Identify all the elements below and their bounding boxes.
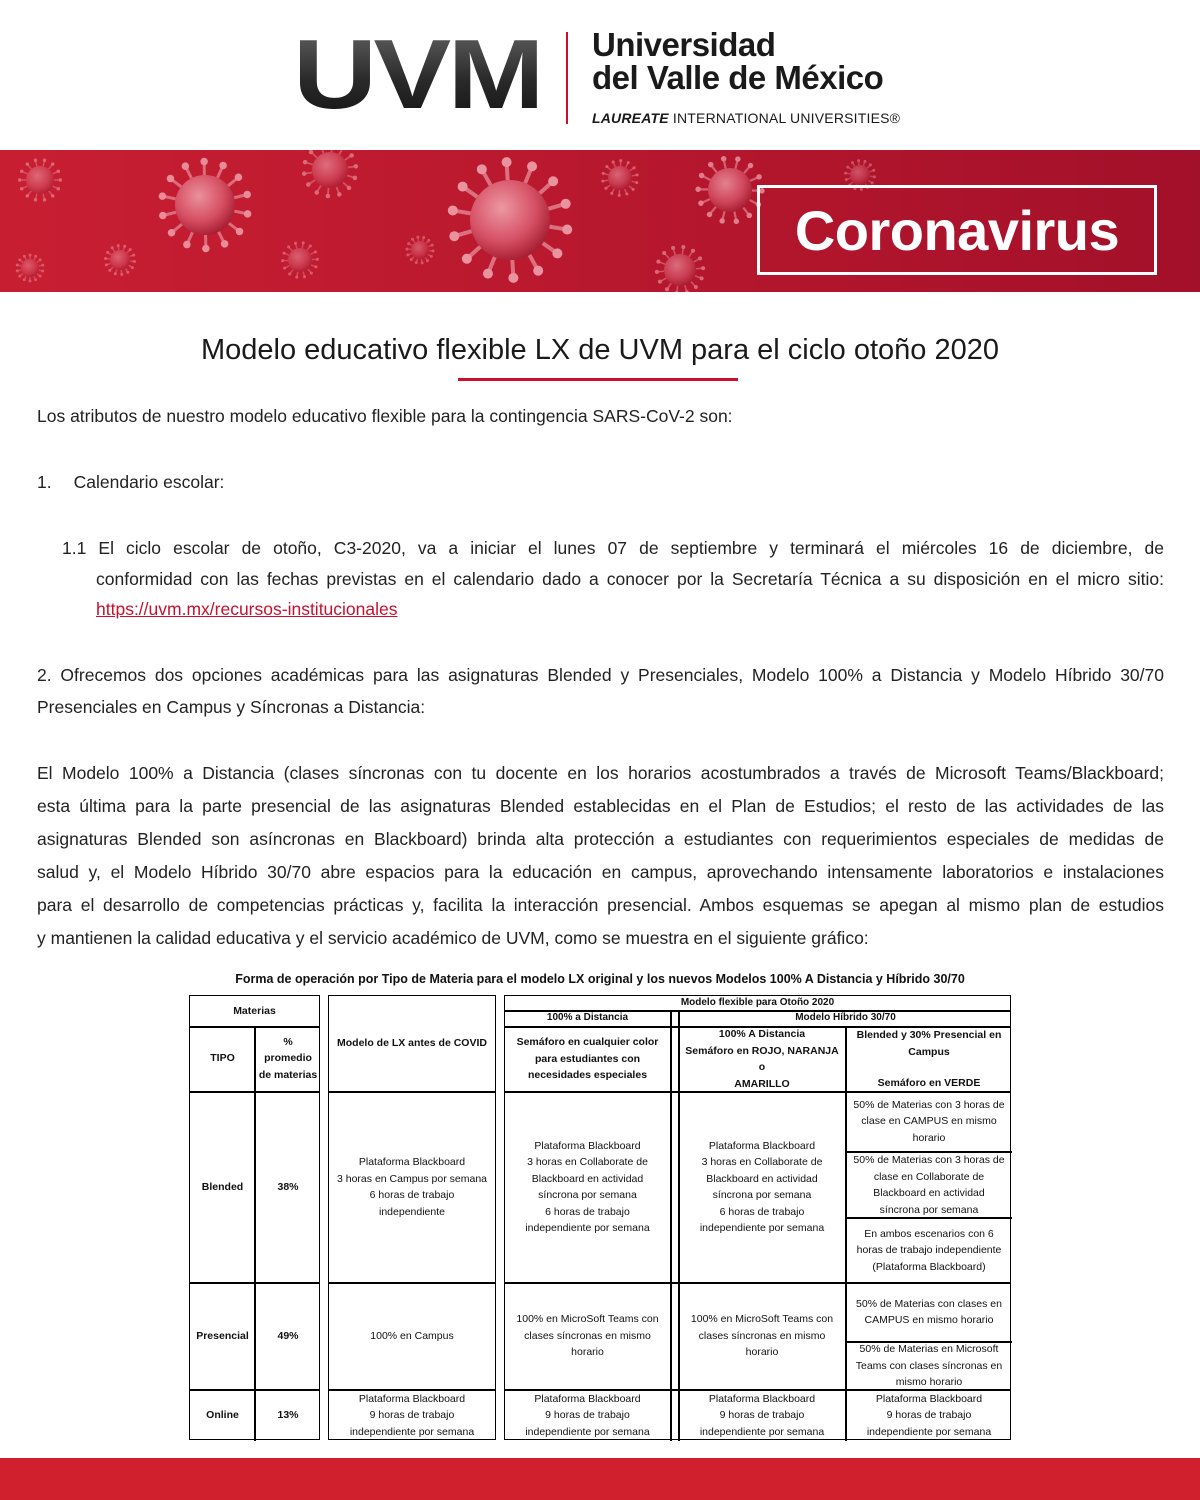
coronavirus-banner <box>0 150 1200 292</box>
laureate-network <box>592 110 900 126</box>
lx-online: Plataforma Blackboard 9 horas de trabajo independiente por semana <box>349 1392 475 1438</box>
pct-presencial: 49% <box>277 1329 299 1342</box>
hybrid-blended-presencial-campus: 50% de Materias con clases en CAMPUS en mismo horario <box>856 1297 1002 1326</box>
list-item-1-1-line-1: 1.1 El ciclo escolar de otoño, C3-2020, va a iniciar el lunes 07 de septiembre y terminará el miércoles 16 de diciembre, de <box>62 538 1164 558</box>
body-paragraph-line-3: asignaturas Blended son asíncronas en Blackboard) brinda alta protección a estudiantes con requerimientos especiales de medidas de <box>37 829 1164 849</box>
list-item-1 <box>37 466 1164 499</box>
body-paragraph-line-5: para el desarrollo de competencias prácticas y, facilita la interacción presencial. Ambos esquemas se apegan al mismo plan de estudios <box>37 895 1164 915</box>
lx-header: Modelo de LX antes de COVID <box>337 1037 487 1050</box>
hybrid-blended-header: Blended y 30% Presencial en Campus Semáforo en VERDE <box>856 1029 1002 1089</box>
tipo-blended: Blended <box>201 1180 244 1193</box>
hybrid-distance-online: Plataforma Blackboard 9 horas de trabajo independiente por semana <box>699 1392 825 1438</box>
tipo-header: TIPO <box>210 1052 235 1065</box>
distance-group-header: 100% a Distancia <box>546 1012 629 1024</box>
flexible-model-table <box>504 995 1011 1440</box>
body-paragraph-line-1: El Modelo 100% a Distancia (clases síncronas con tu docente en los horarios acostumbrados a través de Microsoft Teams/Blackboard; <box>37 763 1164 783</box>
body-paragraph-line-4: salud y, el Modelo Híbrido 30/70 abre espacios para la educación en campus, aprovechando intensamente laboratorios e instalaciones <box>37 862 1164 882</box>
recursos-institucionales-link[interactable]: https://uvm.mx/recursos-institucionales <box>96 599 398 619</box>
list-item-2-line-2: Presenciales en Campus y Síncronas a Distancia: <box>37 697 426 717</box>
document-title: Modelo educativo flexible LX de UVM para el ciclo otoño 2020 <box>201 334 999 366</box>
hybrid-distance-blended: Plataforma Blackboard 3 horas en Collaborate de Blackboard en actividad síncrona por semana 6 horas de trabajo independiente por semana <box>699 1139 825 1234</box>
tipo-online: Online <box>206 1409 239 1422</box>
university-name-line-2: del Valle de México <box>592 59 884 96</box>
laureate-bold: LAUREATE <box>592 110 669 126</box>
materias-table <box>189 995 320 1440</box>
hybrid-distance-presencial: 100% en MicroSoft Teams con clases síncronas en mismo horario <box>690 1313 834 1359</box>
banner-title-box <box>757 185 1157 275</box>
hybrid-blended-online: Plataforma Blackboard 9 horas de trabajo independiente por semana <box>866 1392 992 1438</box>
title-underline <box>458 378 738 381</box>
intro-text: Los atributos de nuestro modelo educativo flexible para la contingencia SARS-CoV-2 son: <box>37 406 733 426</box>
list-item-1-number: 1. <box>37 472 52 492</box>
hybrid-group-header: Modelo Híbrido 30/70 <box>795 1012 896 1024</box>
hybrid-distance-header: 100% A Distancia Semáforo en ROJO, NARANJA o AMARILLO <box>685 1028 839 1090</box>
body-paragraph-line-2: esta última para la parte presencial de las asignaturas Blended establecidas en el Plan de Estudios; el resto de las actividades de las <box>37 796 1164 816</box>
lx-table <box>328 995 496 1440</box>
university-name <box>592 28 883 94</box>
page-header <box>0 0 1200 150</box>
materias-header: Materias <box>233 1004 276 1017</box>
list-item-1-1-line-2: conformidad con las fechas previstas en el calendario dado a conocer por la Secretaría Técnica a su disposición en el micro sitio: <box>96 569 1164 589</box>
hybrid-blended-presencial-teams: 50% de Materias en Microsoft Teams con clases síncronas en mismo horario <box>855 1343 1003 1389</box>
hybrid-blended-blended-collaborate: 50% de Materias con 3 horas de clase en Collaborate de Blackboard en actividad síncrona por semana <box>853 1154 1005 1216</box>
pct-blended: 38% <box>277 1180 299 1193</box>
body-paragraph-line-6: y mantienen la calidad educativa y el servicio académico de UVM, como se muestra en el siguiente gráfico: <box>37 928 869 948</box>
distance-sub-header: Semáforo en cualquier color para estudiantes con necesidades especiales <box>516 1036 659 1082</box>
uvm-logo <box>293 30 543 120</box>
logo-divider <box>566 32 568 124</box>
tipo-presencial: Presencial <box>196 1329 249 1342</box>
distance-presencial: 100% en MicroSoft Teams con clases síncronas en mismo horario <box>516 1313 659 1359</box>
pct-header: % promedio de materias <box>258 1035 318 1081</box>
lx-presencial: 100% en Campus <box>370 1329 454 1342</box>
list-item-1-label: Calendario escolar: <box>73 472 225 492</box>
hybrid-blended-blended-independent: En ambos escenarios con 6 horas de trabajo independiente (Plataforma Blackboard) <box>856 1227 1002 1273</box>
list-item-1-1-link-row <box>96 593 696 626</box>
list-item-2-line-1: 2. Ofrecemos dos opciones académicas para las asignaturas Blended y Presenciales, Modelo 100% a Distancia y Modelo Híbrido 30/70 <box>37 665 1164 685</box>
logo-wordmark: UVM <box>293 30 541 120</box>
footer-bar <box>0 1458 1200 1500</box>
banner-title: Coronavirus <box>794 198 1120 262</box>
laureate-rest: INTERNATIONAL UNIVERSITIES® <box>668 110 901 126</box>
flexible-model-header: Modelo flexible para Otoño 2020 <box>680 996 835 1008</box>
hybrid-blended-blended-campus: 50% de Materias con 3 horas de clase en CAMPUS en mismo horario <box>853 1098 1005 1144</box>
lx-blended: Plataforma Blackboard 3 horas en Campus por semana 6 horas de trabajo independiente <box>337 1156 487 1218</box>
university-name-line-1: Universidad <box>592 26 776 63</box>
distance-online: Plataforma Blackboard 9 horas de trabajo independiente por semana <box>525 1392 650 1438</box>
table-caption: Forma de operación por Tipo de Materia para el modelo LX original y los nuevos Modelos 100% A Distancia y Híbrido 30/70 <box>235 972 965 986</box>
distance-blended: Plataforma Blackboard 3 horas en Collaborate de Blackboard en actividad síncrona por semana 6 horas de trabajo independiente por semana <box>525 1139 650 1234</box>
pct-online: 13% <box>277 1409 299 1422</box>
